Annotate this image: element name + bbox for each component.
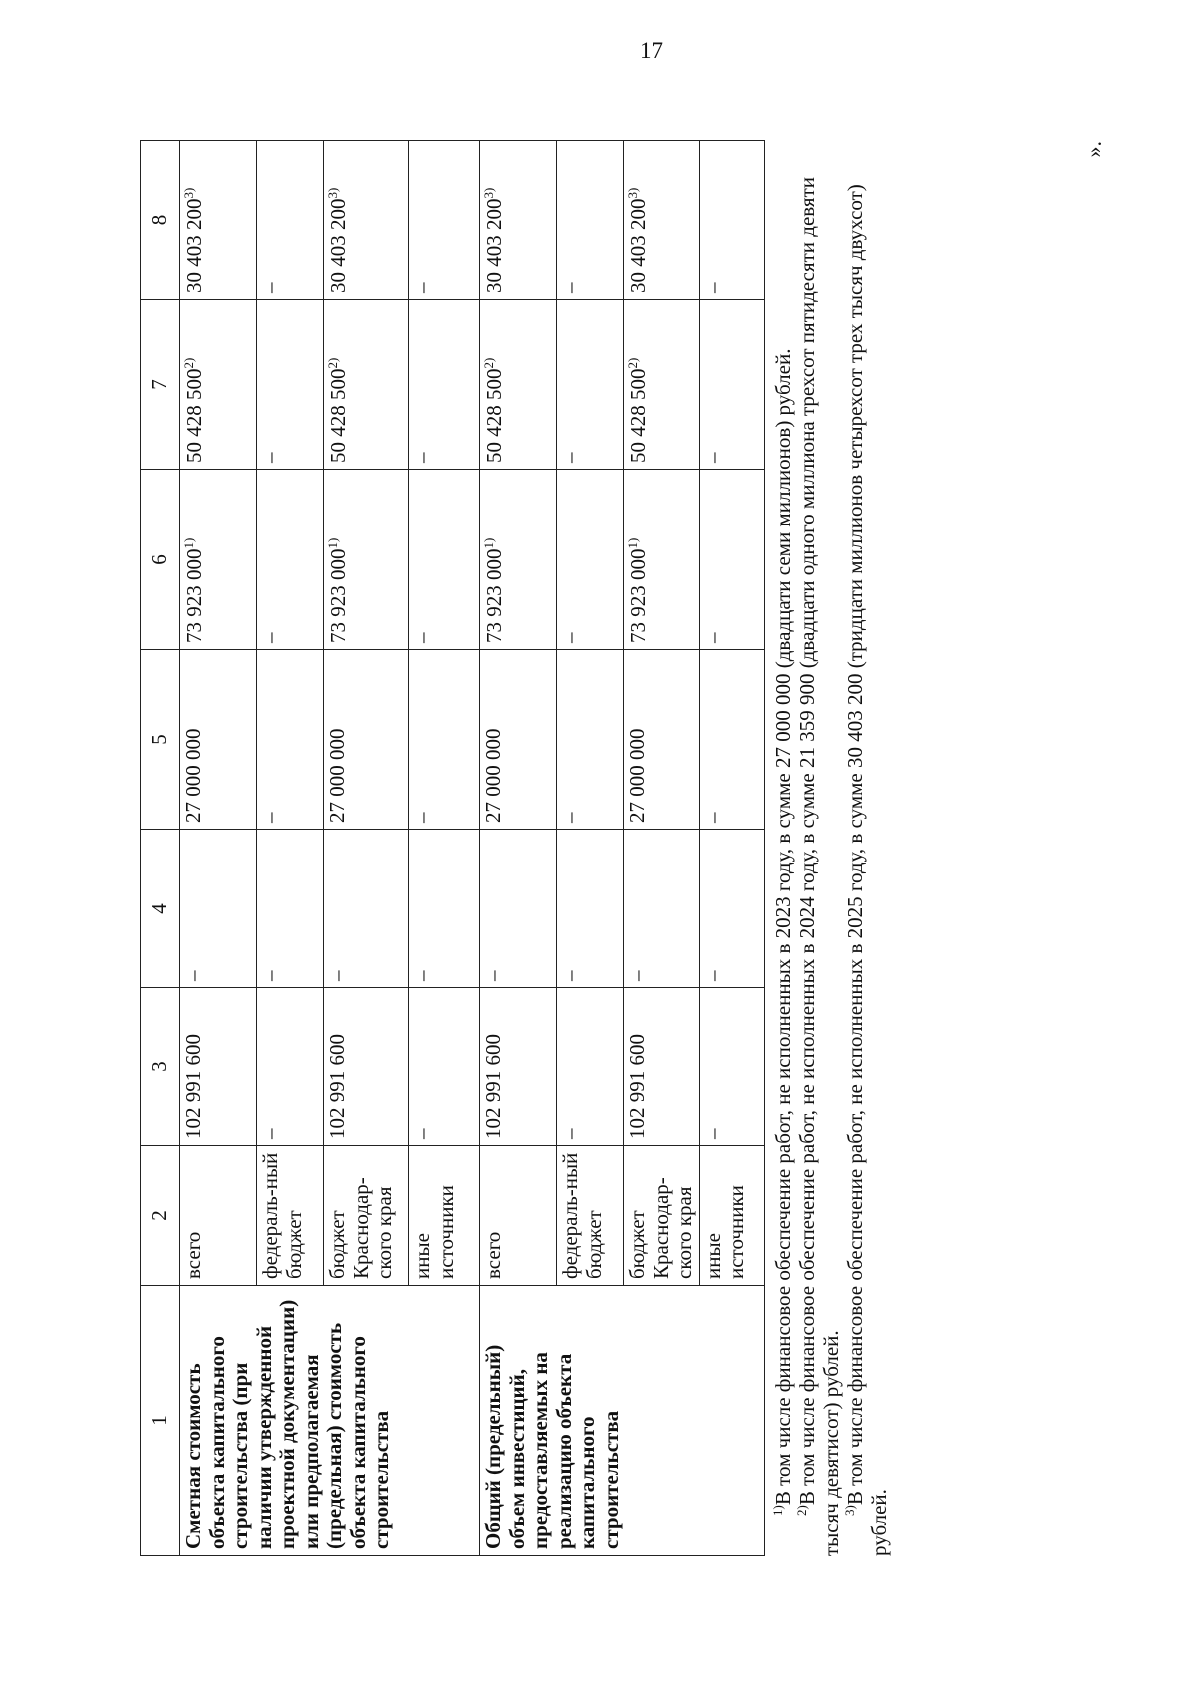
table-row bbox=[180, 141, 257, 1556]
header-row bbox=[141, 141, 180, 1556]
footnote-mark: 2) bbox=[793, 1505, 809, 1516]
value-cell: – bbox=[324, 830, 409, 988]
footnote bbox=[843, 141, 891, 1556]
value-cell: – bbox=[699, 830, 764, 988]
closing-quote: ». bbox=[1081, 141, 1106, 158]
footnote bbox=[771, 141, 795, 1556]
footnote-ref: 1) bbox=[181, 537, 196, 549]
value-text: 73 923 000 bbox=[626, 548, 650, 643]
source-cell: бюджет Краснодар-ского края bbox=[624, 1146, 700, 1286]
value-text: 50 428 500 bbox=[326, 368, 350, 463]
value-cell: – bbox=[557, 141, 624, 300]
source-cell: иные источники bbox=[699, 1146, 764, 1286]
header-cell: 4 bbox=[141, 830, 180, 988]
investment-table bbox=[140, 140, 765, 1556]
source-cell: иные источники bbox=[409, 1146, 480, 1286]
header-cell: 7 bbox=[141, 300, 180, 470]
footnote bbox=[795, 141, 843, 1556]
value-cell: 27 000 000 bbox=[624, 650, 700, 830]
value-text: 50 428 500 bbox=[626, 368, 650, 463]
value-cell bbox=[480, 470, 557, 650]
header-cell: 2 bbox=[141, 1146, 180, 1286]
page-number: 17 bbox=[640, 38, 663, 63]
value-cell bbox=[324, 470, 409, 650]
value-cell bbox=[624, 300, 700, 470]
source-cell: всего bbox=[480, 1146, 557, 1286]
footnote-ref: 2) bbox=[481, 357, 496, 369]
value-text: 30 403 200 bbox=[482, 198, 506, 293]
value-cell: – bbox=[257, 141, 324, 300]
footnote-text: В том числе финансовое обеспечение работ, не исполненных в 2023 году, в сумме 27 000 000 (двадцати семи миллионов) рублей. bbox=[770, 348, 795, 1506]
value-cell bbox=[324, 141, 409, 300]
value-cell: – bbox=[409, 988, 480, 1146]
value-text: 73 923 000 bbox=[326, 548, 350, 643]
value-cell: – bbox=[409, 470, 480, 650]
value-text: 73 923 000 bbox=[482, 548, 506, 643]
value-cell: – bbox=[409, 300, 480, 470]
value-cell bbox=[180, 141, 257, 300]
value-cell: 102 991 600 bbox=[480, 988, 557, 1146]
value-cell: – bbox=[257, 830, 324, 988]
source-cell: всего bbox=[180, 1146, 257, 1286]
value-cell: 102 991 600 bbox=[624, 988, 700, 1146]
footnote-ref: 1) bbox=[325, 537, 340, 549]
value-cell: – bbox=[557, 650, 624, 830]
source-cell: бюджет Краснодар-ского края bbox=[324, 1146, 409, 1286]
footnote-ref: 1) bbox=[481, 537, 496, 549]
value-cell: – bbox=[409, 141, 480, 300]
value-cell bbox=[624, 470, 700, 650]
value-cell: – bbox=[257, 470, 324, 650]
value-cell: – bbox=[699, 988, 764, 1146]
value-text: 30 403 200 bbox=[326, 198, 350, 293]
source-cell: федераль-ный бюджет bbox=[557, 1146, 624, 1286]
value-cell: 102 991 600 bbox=[180, 988, 257, 1146]
value-cell: 27 000 000 bbox=[180, 650, 257, 830]
rotated-content bbox=[140, 141, 1105, 1556]
value-cell: – bbox=[409, 830, 480, 988]
footnote-ref: 2) bbox=[625, 357, 640, 369]
value-cell: – bbox=[557, 830, 624, 988]
value-cell: 27 000 000 bbox=[480, 650, 557, 830]
table-row bbox=[480, 141, 557, 1556]
footnote-ref: 2) bbox=[181, 357, 196, 369]
value-cell bbox=[480, 141, 557, 300]
footnotes bbox=[771, 141, 892, 1556]
value-cell bbox=[480, 300, 557, 470]
value-cell: – bbox=[699, 141, 764, 300]
value-cell: – bbox=[257, 300, 324, 470]
footnote-ref: 2) bbox=[325, 357, 340, 369]
row-group-label: Общий (предельный) объем инвестиций, предоставляемых на реализацию объекта капитального строительства bbox=[480, 1286, 765, 1556]
header-cell: 8 bbox=[141, 141, 180, 300]
value-text: 30 403 200 bbox=[182, 198, 206, 293]
value-cell: – bbox=[557, 470, 624, 650]
value-cell bbox=[180, 300, 257, 470]
value-text: 73 923 000 bbox=[182, 548, 206, 643]
value-cell: – bbox=[699, 650, 764, 830]
footnote-ref: 1) bbox=[625, 537, 640, 549]
value-text: 50 428 500 bbox=[182, 368, 206, 463]
header-cell: 6 bbox=[141, 470, 180, 650]
value-cell: – bbox=[557, 988, 624, 1146]
value-cell: – bbox=[409, 650, 480, 830]
header-cell: 3 bbox=[141, 988, 180, 1146]
value-cell bbox=[180, 470, 257, 650]
value-cell: – bbox=[699, 470, 764, 650]
value-cell: – bbox=[557, 300, 624, 470]
value-cell: – bbox=[480, 830, 557, 988]
footnote-ref: 3) bbox=[181, 187, 196, 199]
footnote-mark: 1) bbox=[769, 1505, 785, 1516]
value-cell: – bbox=[257, 988, 324, 1146]
header-cell: 5 bbox=[141, 650, 180, 830]
value-cell: – bbox=[699, 300, 764, 470]
value-cell: – bbox=[180, 830, 257, 988]
value-cell: 102 991 600 bbox=[324, 988, 409, 1146]
value-cell: – bbox=[624, 830, 700, 988]
footnote-text: В том числе финансовое обеспечение работ, не исполненных в 2024 году, в сумме 21 359 900 (двадцати одного миллиона трехсот пятидесяти девяти тысяч девятисот) рублей. bbox=[794, 176, 843, 1556]
footnote-ref: 3) bbox=[325, 187, 340, 199]
value-cell: 27 000 000 bbox=[324, 650, 409, 830]
footnote-text: В том числе финансовое обеспечение работ, не исполненных в 2025 году, в сумме 30 403 200 (тридцати миллионов четырехсот трех тысяч двухсот) рублей. bbox=[842, 184, 892, 1556]
source-cell: федераль-ный бюджет bbox=[257, 1146, 324, 1286]
value-cell: – bbox=[257, 650, 324, 830]
footnote-ref: 3) bbox=[481, 187, 496, 199]
footnote-ref: 3) bbox=[625, 187, 640, 199]
value-text: 50 428 500 bbox=[482, 368, 506, 463]
row-group-label: Сметная стоимость объекта капитального строительства (при наличии утвержденной проектной документации) или предполагаемая (предельная) стоимость объекта капитального строительства bbox=[180, 1286, 480, 1556]
header-cell: 1 bbox=[141, 1286, 180, 1556]
value-text: 30 403 200 bbox=[626, 198, 650, 293]
footnote-mark: 3) bbox=[841, 1505, 857, 1516]
value-cell bbox=[324, 300, 409, 470]
value-cell bbox=[624, 141, 700, 300]
